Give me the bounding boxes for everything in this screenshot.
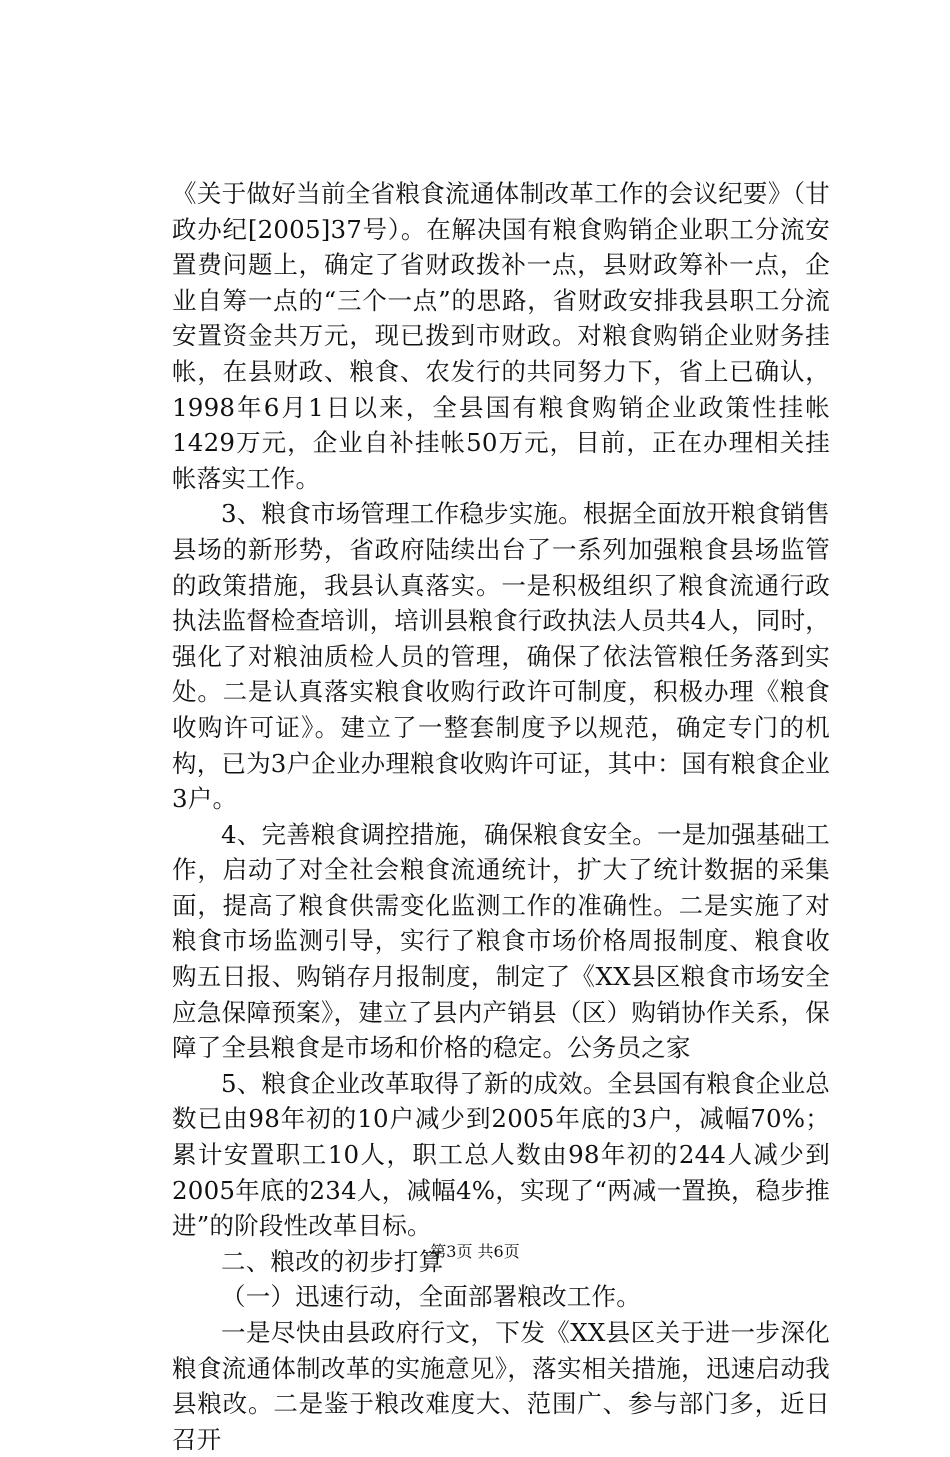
section-heading-plans: 二、粮改的初步打算 <box>221 1246 444 1276</box>
paragraph-enterprise-reform: 5、粮食企业改革取得了新的成效。全县国有粮食企业总数已由98年初的10户减少到2005年底的3户，减幅70%；累计安置职工10人，职工总人数由98年初的244人减少到2005年底的234人，减幅4%，实现了“两减一置换，稳步推进”的阶段性改革目标。 <box>172 1068 830 1241</box>
subsection-heading-deploy: （一）迅速行动，全面部署粮改工作。 <box>221 1282 641 1312</box>
paragraph-market-management: 3、粮食市场管理工作稳步实施。根据全面放开粮食销售县场的新形势，省政府陆续出台了一系列加强粮食县场监管的政策措施，我县认真落实。一是积极组织了粮食流通行政执法监督检查培训，培训县粮食行政执法人员共4人，同时，强化了对粮油质检人员的管理，确保了依法管粮任务落到实处。二是认真落实粮食收购行政许可制度，积极办理《粮食收购许可证》。建立了一整套制度予以规范，确定专门的机构，已为3户企业办理粮食收购许可证，其中：国有粮食企业3户。 <box>172 499 830 814</box>
paragraph-grain-control: 4、完善粮食调控措施，确保粮食安全。一是加强基础工作，启动了对全社会粮食流通统计，扩大了统计数据的采集面，提高了粮食供需变化监测工作的准确性。二是实施了对粮食市场监测引导，实行了粮食市场价格周报制度、粮食收购五日报、购销存月报制度，制定了《XX县区粮食市场安全应急保障预案》，建立了县内产销县（区）购销协作关系，保障了全县粮食是市场和价格的稳定。公务员之家 <box>172 819 830 1063</box>
page-number-footer: 第3页 共6页 <box>430 1242 520 1261</box>
paragraph-deploy-details: 一是尽快由县政府行文，下发《XX县区关于进一步深化粮食流通体制改革的实施意见》，落实相关措施，迅速启动我县粮改。二是鉴于粮改难度大、范围广、参与部门多，近日召开 <box>172 1318 830 1454</box>
document-body <box>172 176 830 1457</box>
paragraph-continuation: 《关于做好当前全省粮食流通体制改革工作的会议纪要》（甘政办纪[2005]37号）。在解决国有粮食购销企业职工分流安置费问题上，确定了省财政拨补一点，县财政筹补一点，企业自筹一点的“三个一点”的思路，省财政安排我县职工分流安置资金共万元，现已拨到市财政。对粮食购销企业财务挂帐，在县财政、粮食、农发行的共同努力下，省上已确认，1998年6月1日以来，全县国有粮食购销企业政策性挂帐1429万元，企业自补挂帐50万元，目前，正在办理相关挂帐落实工作。 <box>172 179 830 493</box>
